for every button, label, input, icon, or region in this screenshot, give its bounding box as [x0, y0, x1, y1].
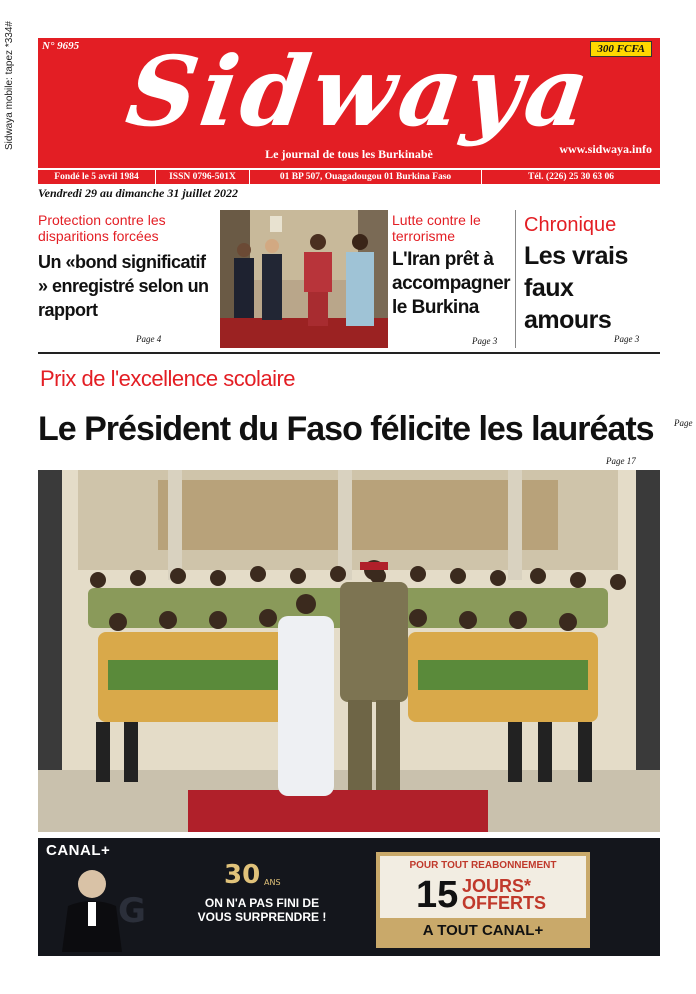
offer-call-to-action: A TOUT CANAL+ [380, 918, 586, 944]
column-divider [515, 210, 516, 348]
anniversary-word: ANS [264, 878, 281, 887]
teaser-kicker: Chronique [524, 214, 617, 236]
teaser-chronique[interactable] [524, 214, 660, 348]
main-story-kicker: Prix de l'excellence scolaire [40, 366, 296, 391]
photo-laureates-group [38, 470, 660, 832]
main-story-page-reference: Page 17 [606, 456, 636, 466]
teaser-headline: Un «bond significatif » enregistré selon un rapport [38, 252, 209, 320]
sidebar-vertical-text: Sidwaya mobile: tapez *334# [4, 21, 15, 150]
offer-days-number: 15 [416, 874, 459, 916]
issue-number: N° 9695 [42, 40, 80, 52]
section-divider [38, 352, 660, 354]
ad-tagline-line-1: ON N'A PAS FINI DE [204, 896, 320, 910]
issn-info: ISSN 0796-501X [156, 170, 250, 184]
canal-plus-logo: CANAL+ [46, 842, 111, 859]
ad-offer-box [376, 852, 590, 948]
address-info: 01 BP 507, Ouagadougou 01 Burkina Faso [250, 170, 482, 184]
ad-person-image [48, 862, 148, 952]
teaser-kicker: Lutte contre le terrorisme [392, 212, 481, 244]
main-story-headline[interactable]: Le Président du Faso félicite les lauréats [38, 410, 654, 448]
website-link[interactable]: www.sidwaya.info [559, 142, 652, 156]
page-reference: Page 3 [614, 334, 640, 344]
photo-illustration [38, 470, 660, 832]
teaser-disparitions[interactable] [38, 212, 218, 348]
price-badge: 300 FCFA [590, 41, 652, 57]
anniversary-number: 30 [224, 860, 261, 890]
dateline: Vendredi 29 au dimanche 31 juillet 2022 [38, 186, 239, 200]
masthead [38, 35, 660, 168]
offer-days-text: JOURS* OFFERTS [462, 876, 546, 913]
photo-illustration [220, 210, 388, 348]
offer-headline: POUR TOUT REABONNEMENT [409, 860, 557, 871]
teaser-kicker: Protection contre les disparitions forcées [38, 212, 166, 244]
phone-info: Tél. (226) 25 30 63 06 [527, 172, 615, 182]
teaser-headline: Les vrais faux amours [524, 242, 628, 334]
photo-iran-delegation [220, 210, 388, 348]
side-page-reference: Page [674, 418, 693, 428]
founded-info: Fondé le 5 avril 1984 [38, 170, 156, 184]
ad-tagline-line-2: VOUS SURPRENDRE ! [197, 910, 327, 924]
tagline: Le journal de tous les Burkinabè [265, 147, 433, 161]
info-bar [38, 168, 660, 184]
page-reference: Page 4 [136, 334, 162, 344]
teaser-headline: L'Iran prêt à accompagner le Burkina [392, 249, 511, 318]
canal-plus-advertisement[interactable] [38, 838, 660, 956]
page-reference: Page 3 [472, 336, 498, 346]
newspaper-logo: Sidwaya [120, 35, 600, 148]
teaser-terrorisme[interactable] [392, 212, 514, 348]
svg-text:G: G [118, 891, 146, 931]
